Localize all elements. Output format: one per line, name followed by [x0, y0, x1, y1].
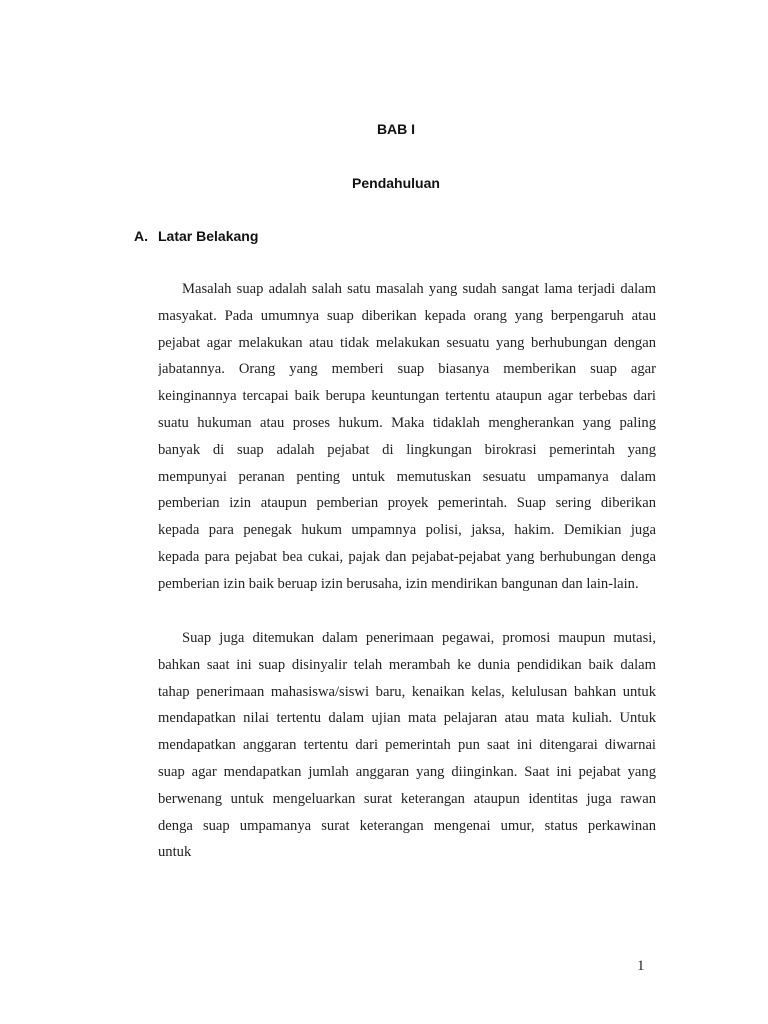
chapter-heading: BAB I: [376, 121, 416, 137]
paragraph-line: mempunyai peranan penting untuk memutuskan sesuatu umpamanya dalam: [158, 468, 656, 485]
paragraph-line: jabatannya. Orang yang memberi suap biasanya memberikan suap agar: [158, 361, 656, 378]
paragraph-line: pemberian izin ataupun pemberian proyek pemerintah. Suap sering diberikan: [158, 495, 656, 512]
paragraph-line: pemberian izin baik beruap izin berusaha, izin mendirikan bangunan dan lain-lain.: [158, 575, 639, 592]
paragraph-line: suap agar mendapatkan jumlah anggaran yang diinginkan. Saat ini pejabat yang: [158, 763, 656, 780]
paragraph-line: kepada para penegak hukum umpamnya polisi, jaksa, hakim. Demikian juga: [158, 522, 656, 539]
paragraph-line: bahkan saat ini suap disinyalir telah merambah ke dunia pendidikan baik dalam: [158, 656, 656, 673]
paragraph-line: berwenang untuk mengeluarkan surat keterangan ataupun identitas juga rawan: [158, 790, 656, 807]
paragraph-line: mendapatkan anggaran tertentu dari pemerintah pun saat ini ditengarai diwarnai: [158, 737, 656, 754]
paragraph-1: [158, 276, 656, 598]
paragraph-line: kepada para pejabat bea cukai, pajak dan pejabat-pejabat yang berhubungan denga: [158, 548, 656, 565]
paragraph-line: masyakat. Pada umumnya suap diberikan kepada orang yang berpengaruh atau: [158, 307, 656, 324]
paragraph-line: keinginannya tercapai baik berupa keuntungan tertentu ataupun agar terbebas dari: [158, 388, 656, 405]
page-number: 1: [637, 958, 645, 974]
paragraph-line: tahap penerimaan mahasiswa/siswi baru, kenaikan kelas, kelulusan bahkan untuk: [158, 683, 656, 700]
paragraph-2: [158, 625, 656, 866]
paragraph-line: banyak di suap adalah pejabat di lingkungan birokrasi pemerintah yang: [158, 441, 656, 458]
paragraph-line: Suap juga ditemukan dalam penerimaan pegawai, promosi maupun mutasi,: [182, 630, 656, 646]
section-letter: A.: [134, 228, 148, 244]
chapter-title: Pendahuluan: [352, 175, 440, 191]
paragraph-line: mendapatkan nilai tertentu dalam ujian mata pelajaran atau mata kuliah. Untuk: [158, 710, 656, 727]
section-heading: [134, 228, 258, 244]
section-title: Latar Belakang: [158, 228, 259, 244]
paragraph-line: suatu hukuman atau proses hukum. Maka tidaklah mengherankan yang paling: [158, 414, 656, 431]
paragraph-line: denga suap umpamanya surat keterangan mengenai umur, status perkawinan: [158, 817, 656, 834]
paragraph-line: Masalah suap adalah salah satu masalah yang sudah sangat lama terjadi dalam: [182, 281, 656, 297]
paragraph-line: pejabat agar melakukan atau tidak melakukan sesuatu yang berhubungan dengan: [158, 334, 656, 351]
paragraph-line: untuk: [158, 844, 192, 861]
